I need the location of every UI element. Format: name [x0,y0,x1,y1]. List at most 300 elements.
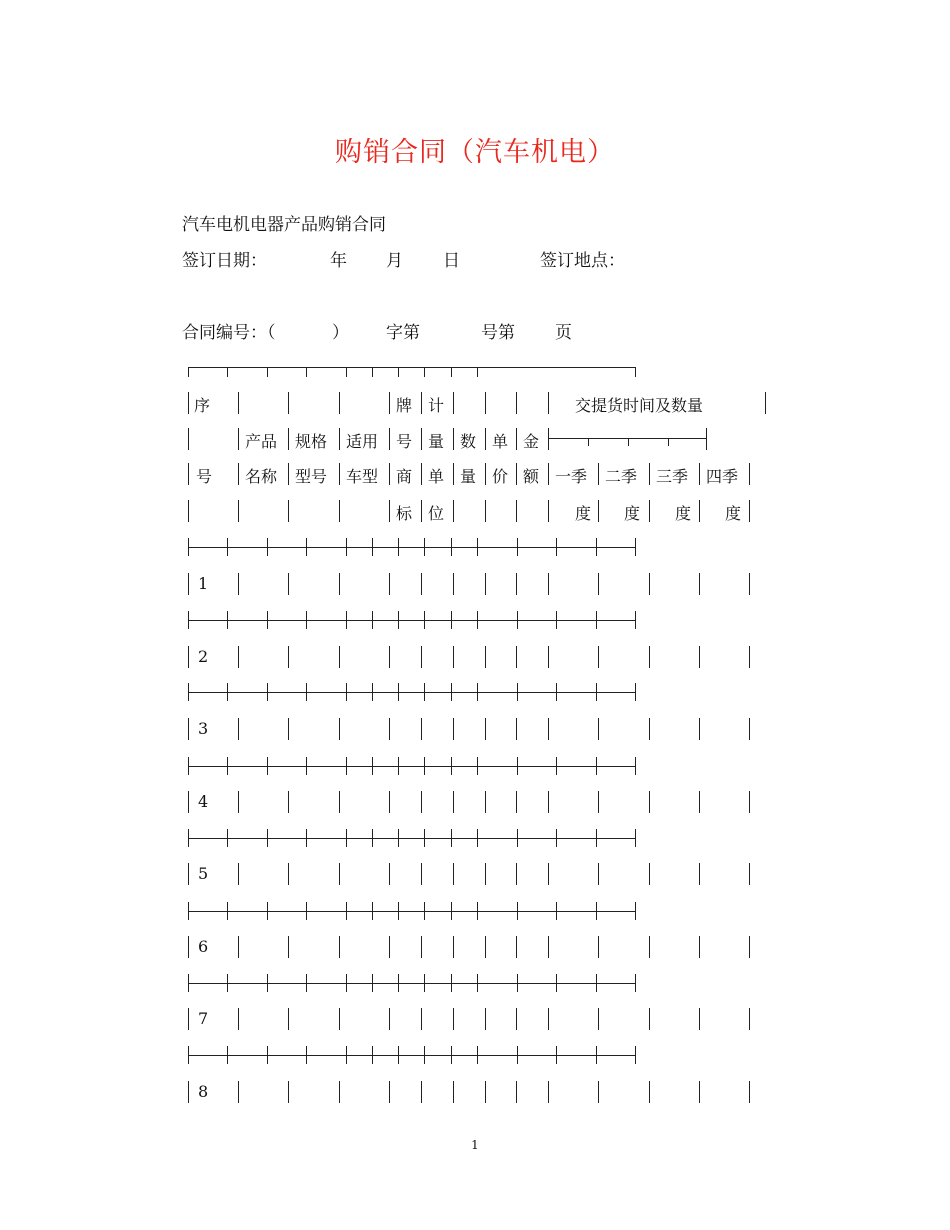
cell-separator [389,936,390,958]
row-separator-tick [635,974,636,992]
cell-separator [188,500,189,522]
cell-separator [238,500,239,522]
header-cell: 度 [675,504,692,523]
row-separator-tick [372,757,373,775]
cell-separator [238,1008,239,1030]
cell-separator [765,392,766,414]
cell-separator [649,936,650,958]
sign-year-label: 年 [330,251,347,271]
cell-separator [453,936,454,958]
row-separator-tick [267,538,268,556]
cell-separator [649,791,650,813]
row-separator-tick [635,538,636,556]
cell-separator [421,1008,422,1030]
cell-separator [453,392,454,414]
cell-separator [699,936,700,958]
header-cell: 标 [396,504,413,523]
row-separator-tick [188,974,189,992]
header-cell: 位 [428,504,445,523]
row-separator-tick [306,757,307,775]
row-number: 5 [198,864,209,883]
cell-separator [699,500,700,522]
row-separator-tick [477,538,478,556]
cell-separator [421,936,422,958]
row-separator-tick [267,683,268,701]
header-cell: 三季 [656,467,689,486]
cell-separator [649,1008,650,1030]
cell-separator [485,718,486,740]
cell-separator [288,573,289,595]
header-cell: 一季 [555,467,588,486]
cell-separator [699,463,700,485]
header-cell: 金 [523,432,540,451]
cell-separator [188,1008,189,1030]
row-separator-tick [306,1046,307,1064]
row-number: 4 [198,792,209,811]
row-separator-tick [596,683,597,701]
cell-separator [516,936,517,958]
row-separator-tick [306,974,307,992]
cell-separator [188,573,189,595]
row-separator-line [188,911,636,912]
row-separator-tick [635,683,636,701]
cell-separator [548,863,549,885]
header-cell: 二季 [605,467,638,486]
header-cell: 度 [725,504,742,523]
cell-separator [389,1081,390,1103]
cell-separator [516,500,517,522]
cell-separator [188,936,189,958]
cell-separator [598,936,599,958]
cell-separator [516,428,517,450]
row-separator-tick [596,1046,597,1064]
row-separator-tick [398,757,399,775]
row-separator-tick [346,829,347,847]
cell-separator [421,718,422,740]
row-separator-line [188,983,636,984]
row-separator-tick [517,1046,518,1064]
header-cell: 交提货时间及数量 [575,396,704,415]
row-separator-tick [596,611,597,629]
table-top-tick [424,367,425,377]
cell-separator [238,646,239,668]
cell-separator [453,463,454,485]
sign-month-label: 月 [386,251,403,271]
cell-separator [548,573,549,595]
header-cell: 计 [428,396,445,415]
cell-separator [699,863,700,885]
row-separator-tick [424,683,425,701]
cell-separator [649,573,650,595]
cell-separator [288,791,289,813]
row-number: 6 [198,937,209,956]
header-cell: 序 [194,396,211,415]
row-separator-tick [398,829,399,847]
cell-separator [421,646,422,668]
cell-separator [516,863,517,885]
cell-separator [749,936,750,958]
row-separator-tick [372,683,373,701]
table-top-tick [306,367,307,377]
row-separator-tick [635,829,636,847]
cell-separator [516,463,517,485]
cell-separator [188,718,189,740]
row-separator-tick [451,974,452,992]
row-separator-tick [451,1046,452,1064]
row-separator-tick [227,538,228,556]
row-separator-tick [188,902,189,920]
row-separator-tick [372,1046,373,1064]
cell-separator [188,1081,189,1103]
contract-zi-di: 字第 [386,323,420,343]
row-separator-tick [227,902,228,920]
row-separator-tick [635,902,636,920]
cell-separator [485,1081,486,1103]
cell-separator [649,718,650,740]
cell-separator [749,463,750,485]
row-separator-tick [306,683,307,701]
table-top-tick [451,367,452,377]
cell-separator [453,500,454,522]
cell-separator [699,573,700,595]
cell-separator [339,392,340,414]
row-separator-tick [424,757,425,775]
row-separator-tick [556,538,557,556]
cell-separator [288,1081,289,1103]
row-number: 1 [198,574,209,593]
row-separator-tick [556,683,557,701]
header-cell: 产品 [245,432,278,451]
cell-separator [548,1008,549,1030]
cell-separator [238,791,239,813]
header-cell: 额 [523,467,540,486]
cell-separator [485,863,486,885]
cell-separator [548,1081,549,1103]
cell-separator [516,718,517,740]
cell-separator [598,863,599,885]
cell-separator [453,573,454,595]
cell-separator [516,646,517,668]
cell-separator [749,1081,750,1103]
row-separator-tick [398,538,399,556]
row-separator-tick [306,829,307,847]
row-separator-tick [424,1046,425,1064]
row-separator-line [188,692,636,693]
cell-separator [649,646,650,668]
cell-separator [421,573,422,595]
cell-separator [516,791,517,813]
row-separator-tick [556,611,557,629]
cell-separator [699,1008,700,1030]
row-separator-tick [188,1046,189,1064]
row-separator-tick [372,902,373,920]
row-separator-tick [596,902,597,920]
row-separator-tick [188,683,189,701]
row-separator-tick [267,829,268,847]
cell-separator [485,646,486,668]
header-cell: 单 [492,432,509,451]
cell-separator [421,500,422,522]
cell-separator [548,463,549,485]
page-number: 1 [471,1138,479,1152]
cell-separator [749,791,750,813]
header-cell: 度 [575,504,592,523]
row-separator-line [188,838,636,839]
row-separator-tick [517,538,518,556]
header-cell: 量 [460,467,477,486]
cell-separator [699,791,700,813]
row-separator-line [188,1055,636,1056]
header-cell: 规格 [295,432,328,451]
contract-hao-di: 号第 [481,323,515,343]
cell-separator [485,500,486,522]
row-separator-tick [227,974,228,992]
row-separator-tick [267,757,268,775]
cell-separator [421,463,422,485]
document-title: 购销合同（汽车机电） [335,137,615,168]
header-cell: 名称 [245,467,278,486]
cell-separator [749,573,750,595]
cell-separator [598,500,599,522]
row-separator-tick [398,683,399,701]
cell-separator [485,463,486,485]
cell-separator [516,1008,517,1030]
row-separator-tick [398,1046,399,1064]
cell-separator [598,573,599,595]
cell-separator [548,936,549,958]
cell-separator [516,1081,517,1103]
table-top-tick [188,367,189,377]
cell-separator [389,718,390,740]
row-separator-line [188,766,636,767]
row-separator-tick [477,902,478,920]
row-separator-tick [346,974,347,992]
cell-separator [389,863,390,885]
cell-separator [453,1008,454,1030]
cell-separator [288,500,289,522]
table-top-tick [227,367,228,377]
cell-separator [188,863,189,885]
cell-separator [339,573,340,595]
cell-separator [421,863,422,885]
row-separator-tick [188,611,189,629]
cell-separator [238,718,239,740]
row-number: 8 [198,1082,209,1101]
header-cell: 单 [428,467,445,486]
row-separator-tick [372,611,373,629]
row-separator-tick [372,829,373,847]
row-separator-tick [477,974,478,992]
cell-separator [649,863,650,885]
cell-separator [339,1081,340,1103]
row-separator-tick [517,611,518,629]
cell-separator [238,573,239,595]
row-separator-tick [477,1046,478,1064]
row-separator-tick [424,611,425,629]
row-separator-tick [556,757,557,775]
table-top-tick [635,367,636,377]
row-separator-tick [306,538,307,556]
row-separator-tick [477,611,478,629]
cell-separator [339,1008,340,1030]
header-cell: 量 [428,432,445,451]
cell-separator [548,791,549,813]
row-separator-tick [267,974,268,992]
cell-separator [339,718,340,740]
cell-separator [453,646,454,668]
cell-separator [188,463,189,485]
cell-separator [389,1008,390,1030]
row-separator-tick [227,611,228,629]
row-separator-tick [451,683,452,701]
cell-separator [649,1081,650,1103]
sign-place-label: 签订地点： [540,251,625,271]
table-top-tick [267,367,268,377]
row-separator-tick [227,829,228,847]
cell-separator [288,863,289,885]
cell-separator [485,936,486,958]
row-separator-tick [267,611,268,629]
row-separator-tick [424,974,425,992]
row-number: 7 [198,1009,209,1028]
cell-separator [238,392,239,414]
cell-separator [699,718,700,740]
cell-separator [238,863,239,885]
cell-separator [339,646,340,668]
cell-separator [598,463,599,485]
header-cell: 车型 [346,467,379,486]
header-cell: 号 [196,467,213,486]
row-separator-tick [306,611,307,629]
row-separator-tick [477,683,478,701]
row-separator-tick [596,538,597,556]
cell-separator [288,936,289,958]
cell-separator [749,863,750,885]
cell-separator [288,646,289,668]
cell-separator [453,428,454,450]
row-separator-tick [372,974,373,992]
cell-separator [389,573,390,595]
row-separator-tick [346,902,347,920]
cell-separator [699,646,700,668]
row-separator-tick [635,1046,636,1064]
cell-separator [598,1081,599,1103]
sign-day-label: 日 [443,251,460,271]
row-separator-tick [556,902,557,920]
cell-separator [453,791,454,813]
cell-separator [339,500,340,522]
cell-separator [453,718,454,740]
cell-separator [188,428,189,450]
row-separator-line [188,620,636,621]
cell-separator [238,1081,239,1103]
cell-separator [485,791,486,813]
cell-separator [339,463,340,485]
header-cell: 四季 [706,467,739,486]
row-separator-tick [306,902,307,920]
cell-separator [749,646,750,668]
row-separator-tick [346,757,347,775]
row-separator-tick [451,538,452,556]
row-separator-tick [188,829,189,847]
cell-separator [421,791,422,813]
cell-separator [699,1081,700,1103]
row-separator-tick [596,829,597,847]
cell-separator [188,791,189,813]
cell-separator [288,1008,289,1030]
row-separator-line [188,547,636,548]
cell-separator [598,646,599,668]
contract-number-label: 合同编号：（ [182,323,276,343]
row-separator-tick [398,902,399,920]
row-separator-tick [596,757,597,775]
row-separator-tick [398,611,399,629]
cell-separator [598,718,599,740]
row-separator-tick [424,538,425,556]
cell-separator [288,428,289,450]
row-separator-tick [635,611,636,629]
cell-separator [485,392,486,414]
cell-separator [389,428,390,450]
row-number: 3 [198,719,209,738]
quarter-tick [588,438,589,446]
cell-separator [288,463,289,485]
sign-date-label: 签订日期： [182,251,267,271]
table-top-tick [477,367,478,377]
cell-separator [238,428,239,450]
table-top-border [188,367,636,368]
row-separator-tick [267,1046,268,1064]
cell-separator [188,392,189,414]
cell-separator [548,500,549,522]
cell-separator [188,646,189,668]
cell-separator [339,936,340,958]
cell-separator [453,863,454,885]
contract-close-paren: ） [332,323,349,343]
row-separator-tick [267,902,268,920]
cell-separator [421,1081,422,1103]
cell-separator [288,392,289,414]
row-separator-tick [556,1046,557,1064]
row-separator-tick [477,829,478,847]
cell-separator [548,392,549,414]
quarter-tick [668,438,669,446]
row-separator-tick [188,757,189,775]
cell-separator [288,718,289,740]
cell-separator [485,428,486,450]
cell-separator [453,1081,454,1103]
row-separator-tick [477,757,478,775]
cell-separator [548,718,549,740]
row-separator-tick [596,974,597,992]
row-separator-tick [451,757,452,775]
header-cell: 度 [624,504,641,523]
cell-separator [389,646,390,668]
cell-separator [598,1008,599,1030]
row-separator-tick [451,829,452,847]
cell-separator [421,392,422,414]
header-cell: 型号 [295,467,328,486]
row-separator-tick [372,538,373,556]
cell-separator [706,428,707,450]
cell-separator [389,463,390,485]
quarter-tick [628,438,629,446]
cell-separator [649,463,650,485]
cell-separator [598,791,599,813]
row-separator-tick [346,538,347,556]
row-separator-tick [517,757,518,775]
header-cell: 牌 [396,396,413,415]
